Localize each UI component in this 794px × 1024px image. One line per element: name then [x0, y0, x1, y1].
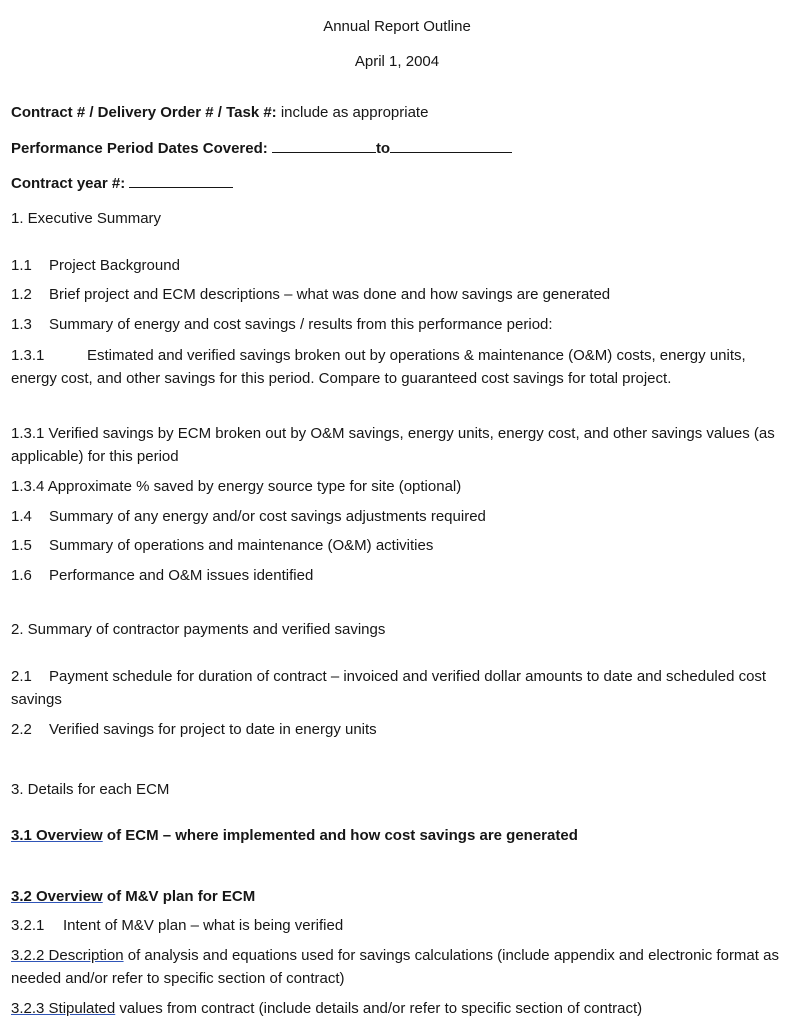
item-1-2-number: 1.2 [11, 286, 32, 303]
item-1-4-number: 1.4 [11, 508, 32, 525]
item-3-2-2-text: of analysis and equations used for savings calculations (include appendix and electronic format as needed and/or refer to specific section of contract) [11, 947, 779, 987]
document-title: Annual Report Outline [323, 18, 471, 35]
item-3-2 [11, 885, 255, 908]
item-3-1-text: of ECM – where implemented and how cost savings are generated [102, 827, 578, 844]
item-1-4 [11, 505, 486, 528]
item-3-2-2 [11, 944, 786, 990]
contract-year-label: Contract year #: [11, 175, 126, 192]
item-3-2-1-number: 3.2.1 [11, 917, 45, 934]
item-2-1 [11, 665, 786, 711]
item-3-2-3-underlined-label: 3.2.3 Stipulated [11, 1000, 116, 1017]
item-1-6 [11, 564, 313, 587]
item-2-2-text: Verified savings for project to date in energy units [49, 721, 377, 738]
item-1-6-text: Performance and O&M issues identified [49, 567, 314, 584]
item-3-2-1-text: Intent of M&V plan – what is being verified [63, 917, 344, 934]
period-start-blank [272, 138, 376, 153]
item-3-2-text: of M&V plan for ECM [102, 888, 256, 905]
period-to-label: to [375, 140, 391, 157]
item-3-2-3 [11, 997, 642, 1020]
item-1-3-number: 1.3 [11, 316, 32, 333]
item-1-3-1-verified: 1.3.1 Verified savings by ECM broken out by O&M savings, energy units, energy cost, and other savings values (as applicable) for this period [11, 425, 775, 465]
item-1-3-text: Summary of energy and cost savings / results from this performance period: [49, 316, 553, 333]
item-1-3-1-estimated-text: Estimated and verified savings broken out by operations & maintenance (O&M) costs, energy units, energy cost, and other savings for this period. Compare to guaranteed cost savings for total project. [11, 347, 746, 387]
contract-year-blank [129, 173, 233, 188]
item-2-1-text: Payment schedule for duration of contract – invoiced and verified dollar amounts to date and scheduled cost savings [11, 668, 767, 708]
item-1-5-number: 1.5 [11, 537, 32, 554]
item-1-3 [11, 313, 553, 336]
contract-year-field [11, 172, 233, 195]
section-1-heading: 1. Executive Summary [11, 210, 162, 227]
item-1-4-text: Summary of any energy and/or cost savings adjustments required [49, 508, 486, 525]
item-1-5 [11, 534, 433, 557]
section-3-heading: 3. Details for each ECM [11, 781, 170, 798]
item-2-2-number: 2.2 [11, 721, 32, 738]
item-3-1 [11, 824, 578, 847]
item-3-2-3-text: values from contract (include details and/or refer to specific section of contract) [115, 1000, 643, 1017]
item-1-1-text: Project Background [49, 257, 180, 274]
section-2-heading: 2. Summary of contractor payments and verified savings [11, 621, 386, 638]
item-3-2-underlined-label: 3.2 Overview [11, 888, 103, 905]
contract-label: Contract # / Delivery Order # / Task #: [11, 104, 277, 121]
item-3-2-2-underlined-label: 3.2.2 Description [11, 947, 124, 964]
item-1-6-number: 1.6 [11, 567, 32, 584]
item-1-2 [11, 283, 610, 306]
item-2-1-number: 2.1 [11, 668, 32, 685]
item-2-2 [11, 718, 377, 741]
performance-period-field [11, 137, 512, 160]
item-1-1 [11, 254, 180, 277]
item-3-2-1 [11, 914, 343, 937]
period-end-blank [390, 138, 512, 153]
item-1-3-1-estimated [11, 344, 786, 390]
contract-field [11, 101, 428, 124]
item-1-3-1-estimated-number: 1.3.1 [11, 347, 45, 364]
item-1-1-number: 1.1 [11, 257, 32, 274]
item-3-1-underlined-label: 3.1 Overview [11, 827, 103, 844]
item-1-5-text: Summary of operations and maintenance (O&M) activities [49, 537, 434, 554]
document-date: April 1, 2004 [354, 53, 440, 70]
item-1-3-4: 1.3.4 Approximate % saved by energy source type for site (optional) [11, 478, 462, 495]
performance-period-label: Performance Period Dates Covered: [11, 140, 268, 157]
item-1-2-text: Brief project and ECM descriptions – what was done and how savings are generated [49, 286, 611, 303]
contract-value: include as appropriate [280, 104, 429, 121]
